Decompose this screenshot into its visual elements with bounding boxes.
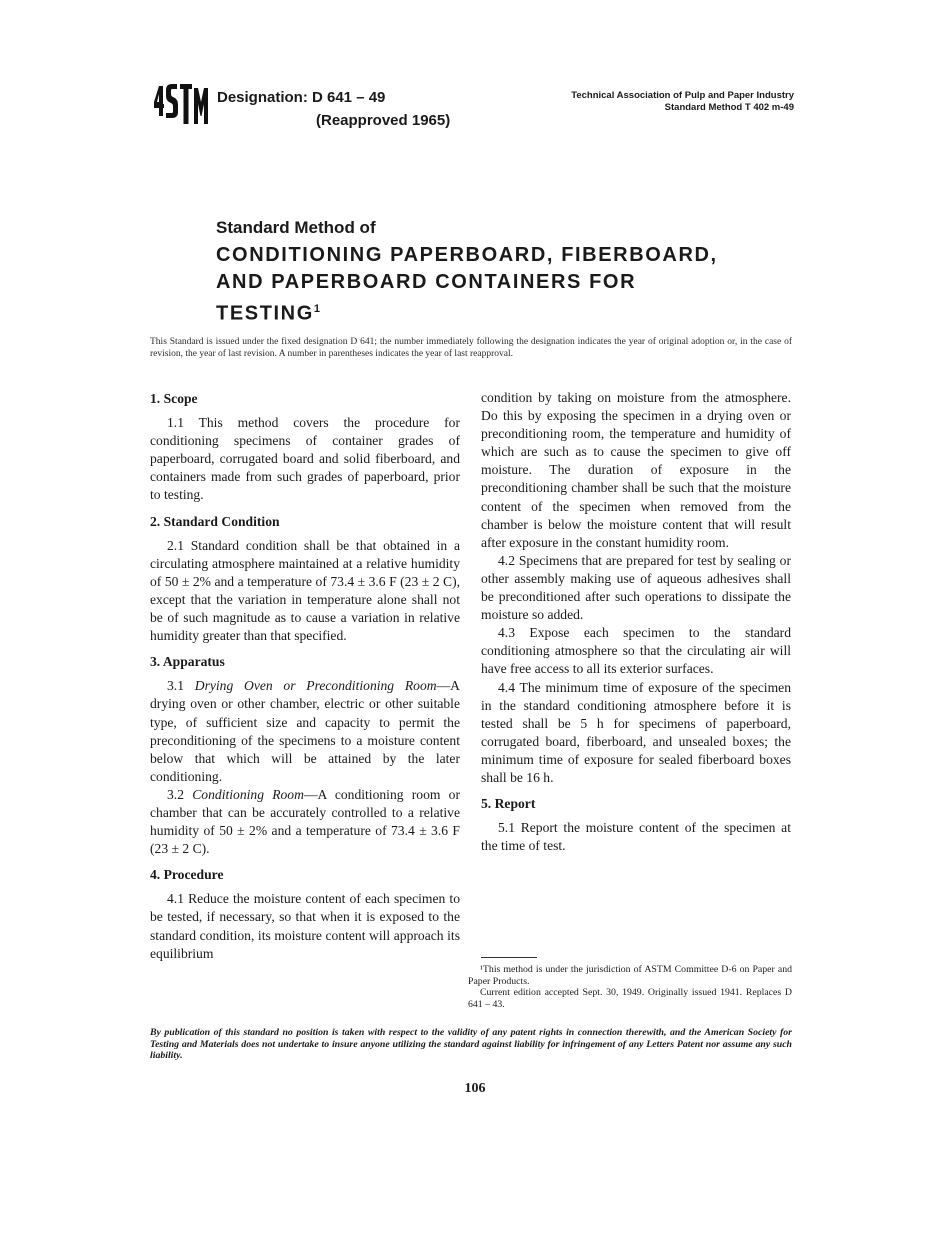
para-3-1-term: Drying Oven or Preconditioning Room xyxy=(194,678,437,694)
tappi-org: Technical Association of Pulp and Paper Industry xyxy=(571,90,794,101)
para-2-1: 2.1 Standard condition shall be that obtained in a circulating atmosphere maintained at a relative humidity of 50 ± 2% and a temperature of 73.4 ± 3.6 F (23 ± 2 C), except that the variation in temperature alone shall not be of such magnitude as to cause a variation in relative humidity greater than that specified. xyxy=(150,537,460,644)
page-number: 106 xyxy=(464,1081,486,1096)
title-line-1: CONDITIONING PAPERBOARD, FIBERBOARD, xyxy=(216,244,718,266)
scope-heading: 1. Scope xyxy=(150,391,198,406)
title-line-3-text: TESTING xyxy=(216,302,314,325)
report-heading: 5. Report xyxy=(481,796,536,812)
footnote-divider xyxy=(481,957,537,958)
para-4-4: 4.4 The minimum time of exposure of the specimen in the standard conditioning atmosphere before it is tested shall be 5 h for specimens of paperboard, corrugated board, fiberboard, and unsealed boxes; the minimum time of exposure for sealed fiberboard boxes shall be 16 h. xyxy=(481,679,791,785)
title-line-3 xyxy=(216,296,816,328)
footnote-edition: Current edition accepted Sept. 30, 1949. Originally issued 1941. Replaces D 641 – 43. xyxy=(468,987,792,1010)
para-3-1-num: 3.1 xyxy=(167,678,184,694)
title-footnote-ref: 1 xyxy=(313,303,320,315)
para-3-2 xyxy=(150,786,460,858)
apparatus-heading: 3. Apparatus xyxy=(150,654,225,670)
footnote-jurisdiction: ¹This method is under the jurisdiction of ASTM Committee D-6 on Paper and Paper Products. xyxy=(468,964,792,987)
tappi-method: Standard Method T 402 m-49 xyxy=(664,102,794,113)
left-column xyxy=(150,390,460,963)
para-5-1: 5.1 Report the moisture content of the specimen at the time of test. xyxy=(481,820,791,854)
para-4-3: 4.3 Expose each specimen to the standard conditioning atmosphere so that the circulating air will have free access to all its exterior surfaces. xyxy=(481,625,791,677)
procedure-heading: 4. Procedure xyxy=(150,867,224,883)
para-4-1-start: 4.1 Reduce the moisture content of each specimen to be tested, if necessary, so that when it is exposed to the standard condition, its moisture content will approach its equilibrium xyxy=(150,891,460,961)
para-4-1-continued: condition by taking on moisture from the atmosphere. Do this by exposing the specimen in a drying oven or preconditioning room, the temperature and humidity of which are such as to cause the specimen to give off moisture. The duration of exposure in the preconditioning chamber shall be such that the moisture content of the specimen when removed from the chamber is below the moisture content that will result after exposure in the constant humidity room. xyxy=(481,390,791,550)
designation: Designation: D 641 – 49 xyxy=(217,89,386,106)
para-3-1 xyxy=(150,677,460,786)
para-3-2-text: —A conditioning room or chamber that can be accurately controlled to a relative humidity of 50 ± 2% and a temperature of 73.4 ± 3.6 F (23 ± 2 C). xyxy=(150,786,461,857)
issued-note: This Standard is issued under the fixed designation D 641; the number immediately following the designation indicates the year of original adoption or, in the case of revision, the year of last revision. A number in parentheses indicates the year of last reapproval. xyxy=(150,337,792,359)
para-3-1-text: —A drying oven or other chamber, electric or other suitable type, of sufficient size and capacity to permit the preconditioning of the specimens to a moisture content below that which will be attained by the later conditioning. xyxy=(150,678,460,784)
para-4-2: 4.2 Specimens that are prepared for test by sealing or other assembly making use of aqueous adhesives shall be preconditioned after such operations to dissipate the moisture so added. xyxy=(481,552,791,623)
para-3-2-term: Conditioning Room xyxy=(192,786,304,802)
title-kicker: Standard Method of xyxy=(216,218,376,237)
patent-disclaimer: By publication of this standard no position is taken with respect to the validity of any patent rights in connection therewith, and the American Society for Testing and Materials does not undertake to insure anyone utilizing the standard against liability for infringement of any Letters Patent nor assume any such liability. xyxy=(150,1027,792,1061)
footnote xyxy=(468,964,792,1010)
title-line-2: AND PAPERBOARD CONTAINERS FOR xyxy=(216,271,637,293)
standard-condition-heading: 2. Standard Condition xyxy=(150,513,280,529)
right-column xyxy=(481,389,791,855)
title-block xyxy=(216,218,816,328)
reapproved-date: (Reapproved 1965) xyxy=(316,112,451,129)
para-1-1: 1.1 This method covers the procedure for conditioning specimens of container grades of paperboard, corrugated board and solid fiberboard, and containers made from such grades of paperboard, prior to testing. xyxy=(150,415,460,503)
para-3-2-num: 3.2 xyxy=(167,786,184,802)
astm-logo xyxy=(152,82,208,126)
tappi-reference xyxy=(571,90,794,114)
